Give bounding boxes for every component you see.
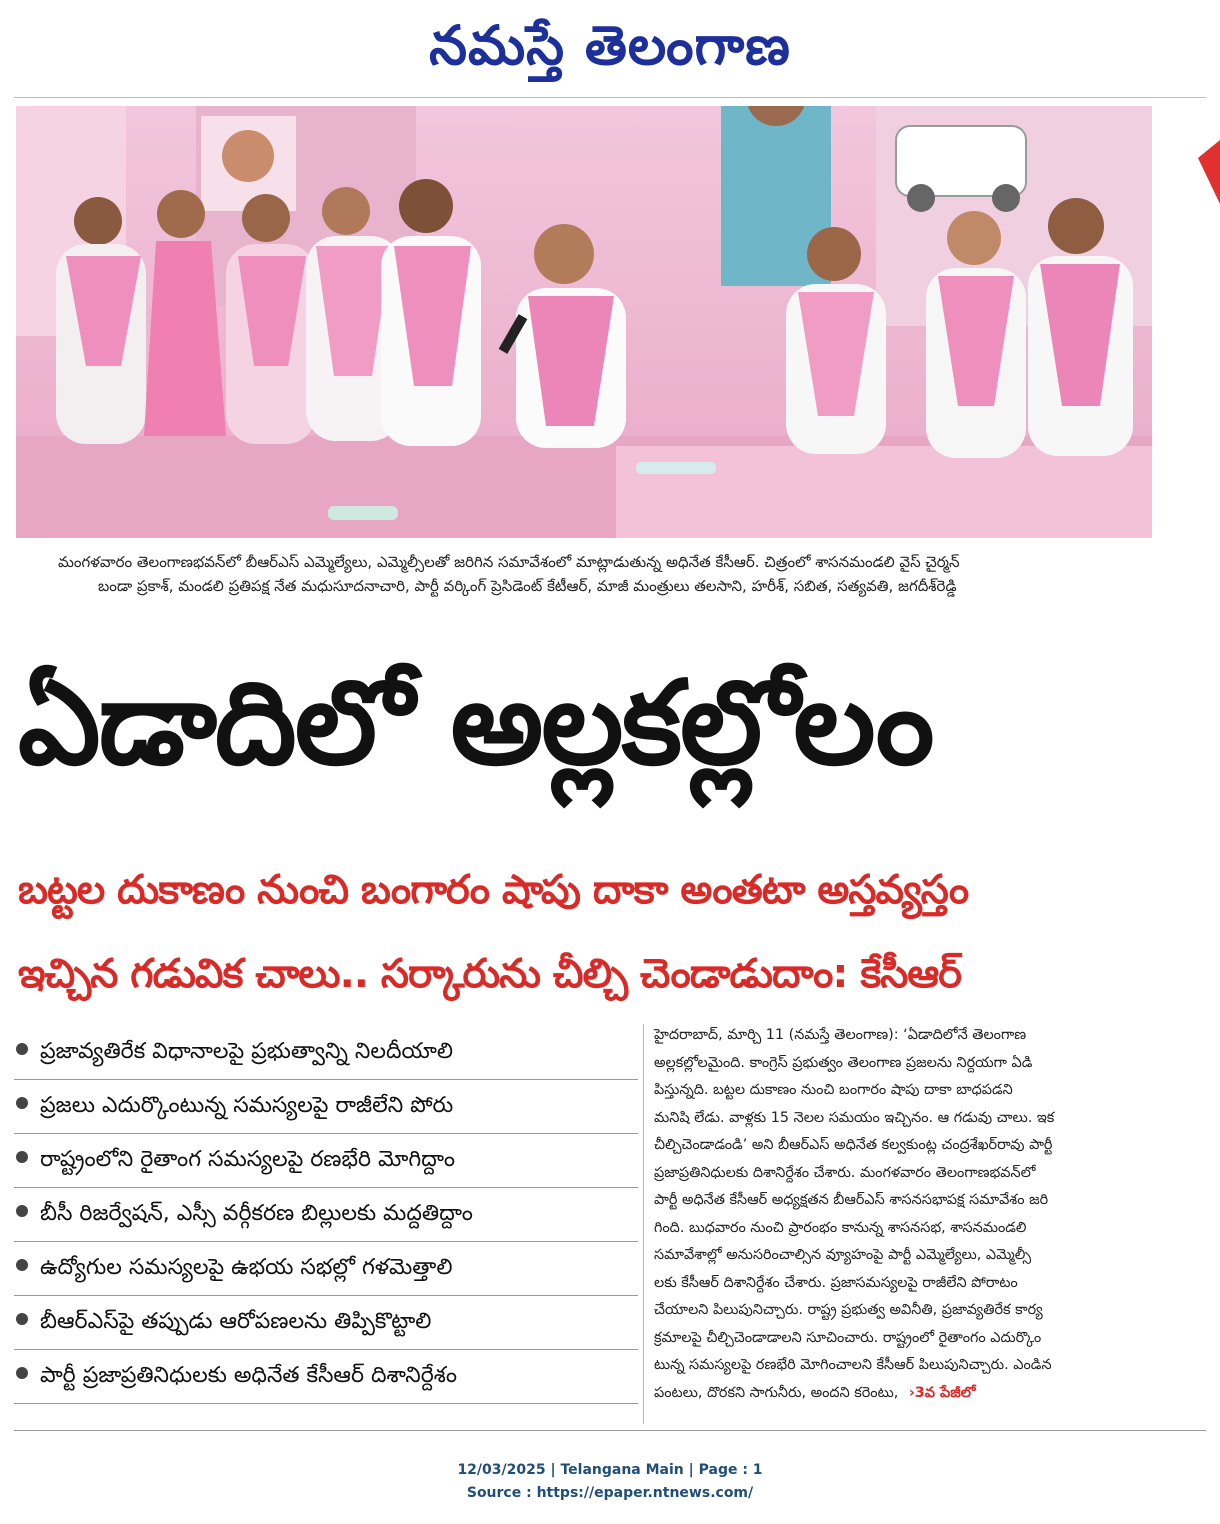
page-bottom-divider [14, 1430, 1206, 1431]
continued-label: 3వ పేజీలో [914, 1384, 976, 1401]
list-item [14, 1296, 638, 1350]
list-item-text: ప్రజలు ఎదుర్కొంటున్న సమస్యలపై రాజీలేని పోరు [40, 1093, 454, 1118]
bullet-icon [16, 1205, 28, 1217]
bullet-icon [16, 1259, 28, 1271]
masthead [0, 0, 1220, 96]
highlights-list [14, 1026, 638, 1404]
article-line: ప్రజాప్రతినిధులకు దిశానిర్దేశం చేశారు. మంగళవారం తెలంగాణభవన్‌లో [654, 1164, 1036, 1181]
sub-headline: బట్టల దుకాణం నుంచి బంగారం షాపు దాకా అంతటా అస్తవ్యస్తం [18, 867, 969, 913]
article-line: మనిషి లేడు. వాళ్లకు 15 నెలల సమయం ఇచ్చినం. ఆ గడువు చాలు. ఇక [654, 1109, 1055, 1126]
bullet-icon [16, 1151, 28, 1163]
bullet-icon [16, 1097, 28, 1109]
article-line: పిస్తున్నది. బట్టల దుకాణం నుంచి బంగారం షాపు దాకా బాధపడని [654, 1082, 1013, 1098]
article-line: లకు కేసీఆర్‌ దిశానిర్దేశం చేశారు. ప్రజాసమస్యలపై రాజీలేని పోరాటం [654, 1274, 1018, 1291]
list-item [14, 1188, 638, 1242]
source-link[interactable]: Source : https://epaper.ntnews.com/ [466, 1485, 754, 1501]
caption-line: బండా ప్రకాశ్‌, మండలి ప్రతిపక్ష నేత మధుసూదనాచారి, పార్టీ వర్కింగ్‌ ప్రెసిడెంట్‌ కేటీఆర్‌, మాజీ మంత్రులు తలసాని, హరీశ్‌, సబిత, సత్యవతి, జగదీశ్‌రెడ్డి [98, 577, 957, 595]
chevron-right-icon: › [908, 1384, 915, 1401]
list-item-text: రాష్ట్రంలోని రైతాంగ సమస్యలపై రణభేరి మోగిద్దాం [40, 1147, 455, 1172]
lead-photo-illustration [16, 106, 1152, 538]
list-item [14, 1080, 638, 1134]
list-item [14, 1242, 638, 1296]
list-item-text: ప్రజావ్యతిరేక విధానాలపై ప్రభుత్వాన్ని నిలదీయాలి [40, 1039, 453, 1064]
article-body [654, 1022, 1200, 1407]
article-line-last [654, 1380, 1200, 1408]
article-line: గింది. బుధవారం నుంచి ప్రారంభం కానున్న శాసనసభ, శాసనమండలి [654, 1219, 1027, 1236]
article-line: చేయాలని పిలుపునిచ్చారు. రాష్ట్ర ప్రభుత్వ అవినీతి, ప్రజావ్యతిరేక కార్య [654, 1302, 1043, 1318]
masthead-divider [14, 97, 1206, 98]
bullet-icon [16, 1313, 28, 1325]
sub-headline-quote: ఇచ్చిన గడువిక చాలు.. సర్కారును చీల్చి చెండాడుదాం: కేసీఆర్‌ [18, 951, 961, 997]
list-item [14, 1350, 638, 1404]
article-line: పంటలు, దొరకని సాగునీరు, అందని కరెంటు, [654, 1384, 899, 1401]
list-item-text: ఉద్యోగుల సమస్యలపై ఉభయ సభల్లో గళమెత్తాలి [40, 1255, 453, 1280]
lead-photo [16, 106, 1152, 538]
list-item-text: పార్టీ ప్రజాప్రతినిధులకు అధినేత కేసీఆర్‌ దిశానిర్దేశం [40, 1363, 458, 1388]
list-item [14, 1134, 638, 1188]
article-line: సమావేశాల్లో అనుసరించాల్సిన వ్యూహంపై పార్టీ ఎమ్మెల్యేలు, ఎమ్మెల్సీ [654, 1247, 1032, 1263]
page-edge-marker [1198, 140, 1220, 204]
article-line: క్రమాలపై చీల్చిచెండాడాలని సూచించారు. రాష్ట్రంలో రైతాంగం ఎదుర్కొం [654, 1329, 1042, 1346]
article-line: పార్టీ అధినేత కేసీఆర్‌ అధ్యక్షతన బీఆర్‌ఎస్‌ శాసనసభాపక్ష సమావేశం జరి [654, 1192, 1049, 1208]
article-line: టున్న సమస్యలపై రణభేరి మోగించాలని కేసీఆర్‌ పిలుపునిచ్చారు. ఎండిన [654, 1357, 1052, 1373]
article-line: హైదరాబాద్‌, మార్చి 11 (నమస్తే తెలంగాణ): ‘ఏడాదిలోనే తెలంగాణ [654, 1027, 1027, 1043]
main-headline: ఏడాదిలో అల్లకల్లోలం [18, 656, 933, 791]
list-item [14, 1026, 638, 1080]
list-item-text: బీఆర్‌ఎస్‌పై తప్పుడు ఆరోపణలను తిప్పికొట్టాలి [40, 1309, 432, 1334]
column-divider [643, 1024, 644, 1424]
continued-link[interactable] [909, 1385, 976, 1401]
article-line: చీల్చిచెండాడండి’ అని బీఆర్‌ఎస్‌ అధినేత కల్వకుంట్ల చంద్రశేఖర్‌రావు పార్టీ [654, 1137, 1053, 1153]
article-line: అల్లకల్లోలమైంది. కాంగ్రెస్‌ ప్రభుత్వం తెలంగాణ ప్రజలను నిర్దయగా ఏడి [654, 1054, 1033, 1071]
bullet-icon [16, 1367, 28, 1379]
list-item-text: బీసీ రిజర్వేషన్‌, ఎస్సీ వర్గీకరణ బిల్లులకు మద్దతిద్దాం [40, 1201, 473, 1226]
newspaper-logo: నమస్తే తెలంగాణ [429, 14, 791, 77]
caption-line: మంగళవారం తెలంగాణభవన్‌లో బీఆర్‌ఎస్‌ ఎమ్మెల్యేలు, ఎమ్మెల్సీలతో జరిగిన సమావేశంలో మాట్లాడుతున్న అధినేత కేసీఆర్‌. చిత్రంలో శాసనమండలి వైస్‌ చైర్మన్‌ [58, 553, 960, 571]
bullet-icon [16, 1043, 28, 1055]
photo-caption [58, 550, 1154, 598]
page-info: 12/03/2025 | Telangana Main | Page : 1 [457, 1462, 763, 1478]
